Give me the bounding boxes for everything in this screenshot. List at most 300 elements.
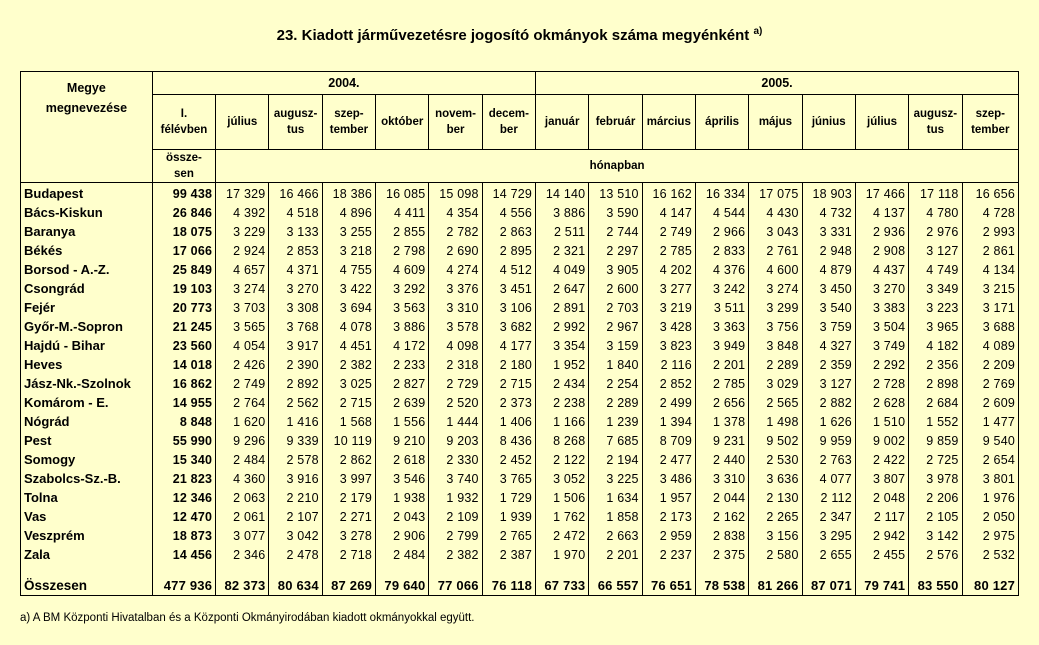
cell-month-value: 3 886 — [376, 317, 429, 336]
cell-month-value: 2 749 — [642, 222, 695, 241]
cell-first-half-total: 16 862 — [152, 374, 215, 393]
cell-month-value: 2 728 — [855, 374, 908, 393]
table-row — [21, 260, 1019, 279]
cell-month-value: 4 780 — [909, 203, 962, 222]
header-month-line1: április — [705, 116, 740, 128]
cell-month-value: 1 378 — [695, 412, 748, 431]
cell-month-value: 3 546 — [376, 469, 429, 488]
cell-month-value: 4 137 — [855, 203, 908, 222]
cell-month-value: 3 171 — [962, 298, 1018, 317]
cell-month-value: 1 976 — [962, 488, 1018, 507]
county-name: Somogy — [21, 450, 153, 469]
cell-month-value: 9 296 — [216, 431, 269, 450]
cell-month-value: 3 077 — [216, 526, 269, 545]
header-year-2005: 2005. — [536, 72, 1019, 95]
cell-month-value: 1 166 — [536, 412, 589, 431]
table-row — [21, 183, 1019, 204]
cell-month-value: 2 201 — [695, 355, 748, 374]
header-month-line1: február — [595, 116, 636, 128]
header-month-line1: január — [544, 116, 580, 128]
cell-month-value: 3 682 — [482, 317, 535, 336]
cell-month-value: 77 066 — [429, 564, 482, 596]
cell-month-value: 17 075 — [749, 183, 802, 204]
table-row — [21, 412, 1019, 431]
cell-month-value: 1 939 — [482, 507, 535, 526]
cell-month-value: 76 118 — [482, 564, 535, 596]
cell-month-value: 3 349 — [909, 279, 962, 298]
cell-first-half-total: 20 773 — [152, 298, 215, 317]
county-name: Komárom - E. — [21, 393, 153, 412]
county-name: Borsod - A.-Z. — [21, 260, 153, 279]
cell-month-value: 2 359 — [802, 355, 855, 374]
cell-month-value: 3 308 — [269, 298, 322, 317]
cell-month-value: 4 202 — [642, 260, 695, 279]
cell-month-value: 2 346 — [216, 545, 269, 564]
header-month-line1: szep- — [975, 108, 1005, 120]
cell-month-value: 2 838 — [695, 526, 748, 545]
cell-month-value: 2 827 — [376, 374, 429, 393]
table-row — [21, 298, 1019, 317]
county-name: Hajdú - Bihar — [21, 336, 153, 355]
table-row — [21, 203, 1019, 222]
cell-month-value: 2 628 — [855, 393, 908, 412]
cell-month-value: 2 744 — [589, 222, 642, 241]
cell-month-value: 3 740 — [429, 469, 482, 488]
cell-month-value: 4 600 — [749, 260, 802, 279]
cell-month-value: 3 133 — [269, 222, 322, 241]
cell-month-value: 3 949 — [695, 336, 748, 355]
county-name: Heves — [21, 355, 153, 374]
header-first-half — [152, 95, 215, 150]
table-row — [21, 431, 1019, 450]
cell-month-value: 3 504 — [855, 317, 908, 336]
cell-month-value: 79 640 — [376, 564, 429, 596]
cell-month-value: 4 749 — [909, 260, 962, 279]
header-month-line1: decem- — [488, 108, 529, 120]
cell-month-value: 2 434 — [536, 374, 589, 393]
cell-month-value: 3 807 — [855, 469, 908, 488]
cell-month-value: 2 237 — [642, 545, 695, 564]
table-title — [0, 26, 1039, 44]
cell-month-value: 4 078 — [322, 317, 375, 336]
cell-month-value: 2 852 — [642, 374, 695, 393]
cell-month-value: 3 997 — [322, 469, 375, 488]
cell-month-value: 15 098 — [429, 183, 482, 204]
cell-month-value: 2 765 — [482, 526, 535, 545]
cell-month-value: 3 292 — [376, 279, 429, 298]
table-row — [21, 469, 1019, 488]
cell-month-value: 3 540 — [802, 298, 855, 317]
cell-month-value: 3 299 — [749, 298, 802, 317]
header-month-2004-0 — [216, 95, 269, 150]
table-row — [21, 526, 1019, 545]
cell-month-value: 80 127 — [962, 564, 1018, 596]
cell-month-value: 2 715 — [322, 393, 375, 412]
cell-month-value: 2 484 — [216, 450, 269, 469]
cell-month-value: 3 029 — [749, 374, 802, 393]
cell-month-value: 2 061 — [216, 507, 269, 526]
cell-month-value: 3 310 — [695, 469, 748, 488]
cell-month-value: 2 763 — [802, 450, 855, 469]
cell-month-value: 4 544 — [695, 203, 748, 222]
cell-month-value: 2 297 — [589, 241, 642, 260]
county-name: Zala — [21, 545, 153, 564]
table-row — [21, 241, 1019, 260]
cell-month-value: 2 967 — [589, 317, 642, 336]
cell-month-value: 2 663 — [589, 526, 642, 545]
title-footnote-mark: a) — [753, 26, 763, 37]
cell-month-value: 3 274 — [749, 279, 802, 298]
header-honapban: hónapban — [216, 150, 1019, 183]
cell-month-value: 3 978 — [909, 469, 962, 488]
county-name: Csongrád — [21, 279, 153, 298]
cell-month-value: 2 373 — [482, 393, 535, 412]
cell-month-value: 1 957 — [642, 488, 695, 507]
cell-month-value: 2 656 — [695, 393, 748, 412]
cell-month-value: 2 206 — [909, 488, 962, 507]
county-name: Vas — [21, 507, 153, 526]
cell-month-value: 2 472 — [536, 526, 589, 545]
cell-month-value: 1 762 — [536, 507, 589, 526]
cell-month-value: 3 215 — [962, 279, 1018, 298]
cell-month-value: 2 565 — [749, 393, 802, 412]
cell-first-half-total: 15 340 — [152, 450, 215, 469]
header-megye-line1: Megye — [66, 81, 106, 95]
cell-month-value: 3 106 — [482, 298, 535, 317]
table-row — [21, 545, 1019, 564]
cell-month-value: 4 054 — [216, 336, 269, 355]
cell-month-value: 4 327 — [802, 336, 855, 355]
cell-month-value: 2 992 — [536, 317, 589, 336]
cell-first-half-total: 18 873 — [152, 526, 215, 545]
cell-month-value: 2 112 — [802, 488, 855, 507]
cell-month-value: 87 269 — [322, 564, 375, 596]
county-name: Békés — [21, 241, 153, 260]
cell-first-half-total: 14 955 — [152, 393, 215, 412]
cell-month-value: 2 718 — [322, 545, 375, 564]
table-header — [21, 72, 1019, 183]
cell-month-value: 2 761 — [749, 241, 802, 260]
cell-month-value: 2 422 — [855, 450, 908, 469]
cell-month-value: 9 002 — [855, 431, 908, 450]
cell-month-value: 3 223 — [909, 298, 962, 317]
cell-month-value: 2 107 — [269, 507, 322, 526]
cell-month-value: 2 703 — [589, 298, 642, 317]
header-osszesen-line1: össze- — [166, 152, 202, 164]
county-name: Pest — [21, 431, 153, 450]
cell-month-value: 2 785 — [695, 374, 748, 393]
cell-month-value: 3 965 — [909, 317, 962, 336]
cell-month-value: 4 371 — [269, 260, 322, 279]
cell-month-value: 3 694 — [322, 298, 375, 317]
cell-month-value: 2 891 — [536, 298, 589, 317]
cell-month-value: 2 975 — [962, 526, 1018, 545]
cell-month-value: 3 277 — [642, 279, 695, 298]
table-row — [21, 507, 1019, 526]
cell-month-value: 3 274 — [216, 279, 269, 298]
cell-month-value: 2 993 — [962, 222, 1018, 241]
cell-first-half-total: 21 823 — [152, 469, 215, 488]
cell-month-value: 4 451 — [322, 336, 375, 355]
cell-month-value: 2 382 — [429, 545, 482, 564]
cell-month-value: 1 506 — [536, 488, 589, 507]
cell-month-value: 3 749 — [855, 336, 908, 355]
cell-month-value: 2 882 — [802, 393, 855, 412]
cell-month-value: 7 685 — [589, 431, 642, 450]
cell-month-value: 2 749 — [216, 374, 269, 393]
cell-month-value: 2 162 — [695, 507, 748, 526]
header-month-2004-2 — [322, 95, 375, 150]
cell-month-value: 4 437 — [855, 260, 908, 279]
cell-month-value: 3 759 — [802, 317, 855, 336]
cell-month-value: 1 510 — [855, 412, 908, 431]
cell-first-half-total: 12 470 — [152, 507, 215, 526]
header-osszesen-line2: sen — [174, 168, 194, 180]
cell-month-value: 2 576 — [909, 545, 962, 564]
header-month-line1: szep- — [334, 108, 364, 120]
cell-month-value: 2 499 — [642, 393, 695, 412]
cell-month-value: 2 233 — [376, 355, 429, 374]
cell-month-value: 2 043 — [376, 507, 429, 526]
cell-month-value: 9 959 — [802, 431, 855, 450]
cell-month-value: 2 855 — [376, 222, 429, 241]
cell-month-value: 16 334 — [695, 183, 748, 204]
header-month-2005-3 — [695, 95, 748, 150]
cell-month-value: 1 626 — [802, 412, 855, 431]
cell-first-half-total: 25 849 — [152, 260, 215, 279]
cell-month-value: 3 255 — [322, 222, 375, 241]
cell-month-value: 3 295 — [802, 526, 855, 545]
cell-month-value: 2 715 — [482, 374, 535, 393]
header-month-line2: tus — [926, 124, 944, 136]
header-megye — [21, 72, 153, 183]
cell-month-value: 78 538 — [695, 564, 748, 596]
header-first-half-line2: félévben — [160, 124, 208, 136]
county-name: Veszprém — [21, 526, 153, 545]
county-name: Baranya — [21, 222, 153, 241]
cell-first-half-total: 19 103 — [152, 279, 215, 298]
cell-month-value: 4 518 — [269, 203, 322, 222]
cell-month-value: 3 376 — [429, 279, 482, 298]
cell-month-value: 3 486 — [642, 469, 695, 488]
cell-month-value: 3 042 — [269, 526, 322, 545]
table-row — [21, 355, 1019, 374]
county-name: Bács-Kiskun — [21, 203, 153, 222]
cell-first-half-total: 17 066 — [152, 241, 215, 260]
cell-month-value: 9 502 — [749, 431, 802, 450]
cell-month-value: 83 550 — [909, 564, 962, 596]
cell-month-value: 2 647 — [536, 279, 589, 298]
cell-month-value: 1 938 — [376, 488, 429, 507]
cell-month-value: 3 142 — [909, 526, 962, 545]
cell-month-value: 3 025 — [322, 374, 375, 393]
county-name: Győr-M.-Sopron — [21, 317, 153, 336]
cell-month-value: 2 289 — [589, 393, 642, 412]
cell-month-value: 2 580 — [749, 545, 802, 564]
cell-month-value: 2 105 — [909, 507, 962, 526]
cell-month-value: 2 684 — [909, 393, 962, 412]
cell-month-value: 10 119 — [322, 431, 375, 450]
cell-month-value: 2 318 — [429, 355, 482, 374]
cell-first-half-total: 14 018 — [152, 355, 215, 374]
cell-month-value: 9 540 — [962, 431, 1018, 450]
cell-month-value: 2 180 — [482, 355, 535, 374]
cell-month-value: 87 071 — [802, 564, 855, 596]
footnote: a) A BM Központi Hivatalban és a Központi Okmányirodában kiadott okmányokkal együtt. — [20, 612, 475, 624]
header-month-2005-2 — [642, 95, 695, 150]
cell-month-value: 2 044 — [695, 488, 748, 507]
cell-first-half-total: 55 990 — [152, 431, 215, 450]
cell-month-value: 2 532 — [962, 545, 1018, 564]
cell-month-value: 3 636 — [749, 469, 802, 488]
cell-month-value: 3 354 — [536, 336, 589, 355]
cell-month-value: 3 916 — [269, 469, 322, 488]
cell-month-value: 80 634 — [269, 564, 322, 596]
header-month-2004-3 — [376, 95, 429, 150]
cell-month-value: 3 428 — [642, 317, 695, 336]
header-month-line2: ber — [499, 124, 518, 136]
cell-month-value: 2 853 — [269, 241, 322, 260]
cell-month-value: 2 452 — [482, 450, 535, 469]
cell-month-value: 16 466 — [269, 183, 322, 204]
cell-month-value: 4 049 — [536, 260, 589, 279]
cell-month-value: 3 765 — [482, 469, 535, 488]
cell-month-value: 2 117 — [855, 507, 908, 526]
cell-month-value: 3 156 — [749, 526, 802, 545]
cell-month-value: 2 764 — [216, 393, 269, 412]
cell-month-value: 4 657 — [216, 260, 269, 279]
cell-month-value: 1 394 — [642, 412, 695, 431]
cell-month-value: 67 733 — [536, 564, 589, 596]
county-name: Tolna — [21, 488, 153, 507]
cell-month-value: 2 484 — [376, 545, 429, 564]
table-row — [21, 336, 1019, 355]
cell-month-value: 2 578 — [269, 450, 322, 469]
cell-month-value: 2 863 — [482, 222, 535, 241]
cell-month-value: 16 085 — [376, 183, 429, 204]
cell-month-value: 17 466 — [855, 183, 908, 204]
cell-month-value: 14 729 — [482, 183, 535, 204]
cell-month-value: 2 455 — [855, 545, 908, 564]
header-month-line1: március — [646, 116, 691, 128]
cell-month-value: 2 289 — [749, 355, 802, 374]
county-name: Budapest — [21, 183, 153, 204]
cell-month-value: 1 634 — [589, 488, 642, 507]
header-month-2005-0 — [536, 95, 589, 150]
cell-month-value: 2 321 — [536, 241, 589, 260]
cell-month-value: 2 201 — [589, 545, 642, 564]
cell-month-value: 4 430 — [749, 203, 802, 222]
table-row — [21, 317, 1019, 336]
table-body — [21, 183, 1019, 596]
cell-month-value: 2 942 — [855, 526, 908, 545]
cell-month-value: 2 194 — [589, 450, 642, 469]
cell-month-value: 2 861 — [962, 241, 1018, 260]
cell-month-value: 3 703 — [216, 298, 269, 317]
cell-month-value: 3 052 — [536, 469, 589, 488]
header-month-line1: július — [867, 116, 898, 128]
cell-month-value: 3 159 — [589, 336, 642, 355]
cell-month-value: 3 756 — [749, 317, 802, 336]
cell-month-value: 4 376 — [695, 260, 748, 279]
header-month-2005-7 — [909, 95, 962, 150]
cell-month-value: 3 563 — [376, 298, 429, 317]
cell-month-value: 76 651 — [642, 564, 695, 596]
cell-month-value: 3 511 — [695, 298, 748, 317]
cell-month-value: 2 729 — [429, 374, 482, 393]
cell-month-value: 3 242 — [695, 279, 748, 298]
cell-month-value: 2 906 — [376, 526, 429, 545]
total-row — [21, 564, 1019, 596]
cell-month-value: 4 182 — [909, 336, 962, 355]
cell-month-value: 4 360 — [216, 469, 269, 488]
cell-month-value: 2 254 — [589, 374, 642, 393]
cell-month-value: 3 127 — [802, 374, 855, 393]
cell-month-value: 9 859 — [909, 431, 962, 450]
cell-month-value: 2 382 — [322, 355, 375, 374]
cell-month-value: 16 656 — [962, 183, 1018, 204]
cell-month-value: 2 936 — [855, 222, 908, 241]
cell-month-value: 3 270 — [855, 279, 908, 298]
cell-month-value: 3 590 — [589, 203, 642, 222]
header-year-2004: 2004. — [152, 72, 535, 95]
cell-month-value: 2 109 — [429, 507, 482, 526]
cell-month-value: 3 127 — [909, 241, 962, 260]
cell-month-value: 2 520 — [429, 393, 482, 412]
data-table — [20, 71, 1019, 596]
cell-month-value: 2 976 — [909, 222, 962, 241]
cell-month-value: 1 932 — [429, 488, 482, 507]
cell-month-value: 2 122 — [536, 450, 589, 469]
cell-month-value: 4 755 — [322, 260, 375, 279]
cell-month-value: 2 725 — [909, 450, 962, 469]
cell-month-value: 16 162 — [642, 183, 695, 204]
cell-month-value: 2 655 — [802, 545, 855, 564]
header-megye-line2: megnevezése — [45, 101, 128, 115]
header-month-line1: október — [381, 116, 424, 128]
cell-month-value: 2 609 — [962, 393, 1018, 412]
cell-month-value: 3 578 — [429, 317, 482, 336]
header-month-2004-4 — [429, 95, 482, 150]
cell-month-value: 2 562 — [269, 393, 322, 412]
cell-month-value: 4 274 — [429, 260, 482, 279]
cell-month-value: 9 203 — [429, 431, 482, 450]
cell-month-value: 4 609 — [376, 260, 429, 279]
cell-month-value: 2 209 — [962, 355, 1018, 374]
cell-month-value: 2 511 — [536, 222, 589, 241]
cell-month-value: 4 896 — [322, 203, 375, 222]
cell-month-value: 2 782 — [429, 222, 482, 241]
header-month-2005-8 — [962, 95, 1018, 150]
cell-first-half-total: 18 075 — [152, 222, 215, 241]
cell-month-value: 14 140 — [536, 183, 589, 204]
cell-month-value: 1 552 — [909, 412, 962, 431]
cell-month-value: 1 239 — [589, 412, 642, 431]
cell-month-value: 4 728 — [962, 203, 1018, 222]
cell-month-value: 2 898 — [909, 374, 962, 393]
cell-first-half-total: 14 456 — [152, 545, 215, 564]
cell-month-value: 2 130 — [749, 488, 802, 507]
cell-month-value: 3 278 — [322, 526, 375, 545]
cell-month-value: 2 050 — [962, 507, 1018, 526]
cell-month-value: 2 530 — [749, 450, 802, 469]
title-text: 23. Kiadott járművezetésre jogosító okmányok száma megyénként — [276, 27, 750, 44]
cell-month-value: 2 478 — [269, 545, 322, 564]
cell-first-half-total: 21 245 — [152, 317, 215, 336]
cell-month-value: 2 356 — [909, 355, 962, 374]
cell-first-half-total: 8 848 — [152, 412, 215, 431]
cell-month-value: 3 043 — [749, 222, 802, 241]
